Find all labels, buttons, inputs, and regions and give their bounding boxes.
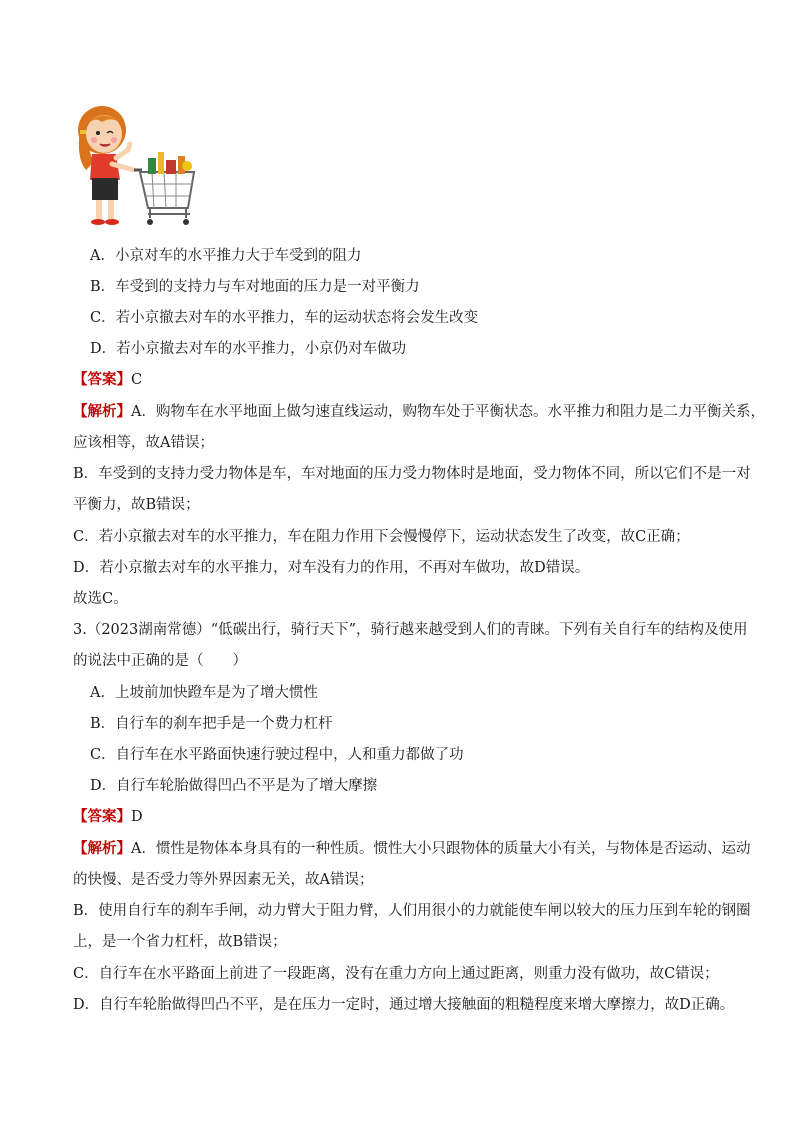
q3-option-d: D．自行车轮胎做得凹凸不平是为了增大摩擦 [90,778,378,794]
q3-analysis-line [73,839,750,859]
q2-analysis-line: 平衡力，故B错误； [73,497,200,513]
q2-analysis-line: C．若小京撤去对车的水平推力，车在阻力作用下会慢慢停下，运动状态发生了改变，故C正确； [73,529,690,545]
q3-stem-line: 3.（2023湖南常德）“低碳出行，骑行天下”，骑行越来越受到人们的青睐。下列有关自行车的结构及使用 [73,622,748,638]
q2-answer-value: C [131,372,143,388]
q3-answer-value: D [131,809,143,825]
q2-answer-tag: 【答案】 [73,371,131,388]
q2-analysis-text: A．购物车在水平地面上做匀速直线运动，购物车处于平衡状态。水平推力和阻力是二力平衡关系， [131,404,765,420]
q2-option-d: D．若小京撤去对车的水平推力，小京仍对车做功 [90,341,407,357]
q2-analysis-line: 应该相等，故A错误； [73,435,214,451]
q3-analysis-line: B．使用自行车的刹车手闸，动力臂大于阻力臂，人们用很小的力就能使车闸以较大的压力压到车轮的钢圈 [73,903,751,919]
q2-option-a: A．小京对车的水平推力大于车受到的阻力 [90,248,362,264]
q3-analysis-tag: 【解析】 [73,840,131,857]
q3-stem-line: 的说法中正确的是（ ） [73,653,247,669]
q2-analysis-line: B．车受到的支持力受力物体是车，车对地面的压力受力物体时是地面，受力物体不同，所以它们不是一对 [73,466,751,482]
q2-analysis-tag: 【解析】 [73,403,131,420]
q2-analysis-line [73,402,765,422]
q3-answer-tag: 【答案】 [73,808,131,825]
q3-option-a: A．上坡前加快蹬车是为了增大惯性 [90,685,318,701]
q3-analysis-line: C．自行车在水平路面上前进了一段距离，没有在重力方向上通过距离，则重力没有做功，故C错误； [73,966,719,982]
q3-option-c: C．自行车在水平路面快速行驶过程中，人和重力都做了功 [90,747,464,763]
q2-option-c: C．若小京撤去对车的水平推力，车的运动状态将会发生改变 [90,310,479,326]
q2-answer [73,370,142,390]
q3-option-b: B．自行车的刹车把手是一个费力杠杆 [90,716,333,732]
q3-answer [73,807,143,827]
q3-analysis-line: D．自行车轮胎做得凹凸不平，是在压力一定时，通过增大接触面的粗糙程度来增大摩擦力，故D正确。 [73,997,735,1013]
q3-analysis-line: 上，是一个省力杠杆，故B错误； [73,934,287,950]
girl-with-shopping-cart-illustration [72,100,200,230]
q2-option-b: B．车受到的支持力与车对地面的压力是一对平衡力 [90,279,420,295]
q2-conclusion: 故选C。 [73,591,128,607]
q3-analysis-text: A．惯性是物体本身具有的一种性质。惯性大小只跟物体的质量大小有关，与物体是否运动、运动 [131,841,751,857]
q2-analysis-line: D．若小京撤去对车的水平推力，对车没有力的作用，不再对车做功，故D错误。 [73,560,590,576]
q3-analysis-line: 的快慢、是否受力等外界因素无关，故A错误； [73,872,374,888]
